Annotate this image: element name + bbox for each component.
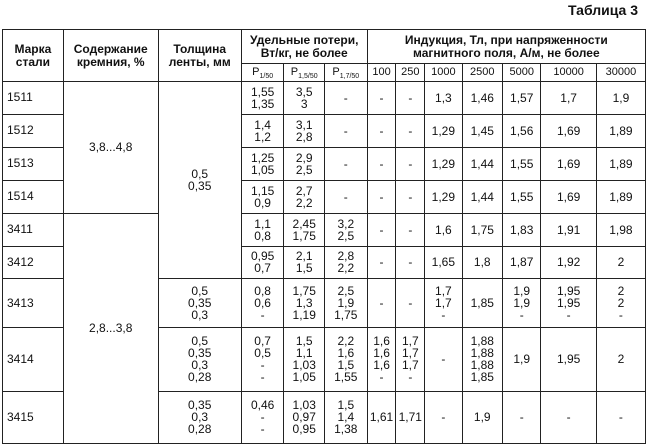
cell-line: 1,1 (254, 216, 271, 231)
grade-cell: 1514 (3, 180, 64, 213)
cell-line: 3 (300, 96, 308, 111)
cell-line: 1,3 (435, 90, 452, 105)
value-cell (503, 246, 541, 279)
value-cell (462, 147, 503, 180)
cell-line: - (441, 352, 446, 367)
cell-line: 1,5 (337, 398, 355, 413)
value-cell (241, 180, 284, 213)
cell-line: 1,91 (556, 222, 581, 237)
cell-line: - (408, 222, 413, 237)
cell-line: 2,8 (337, 249, 355, 264)
cell-line: - (408, 189, 413, 204)
value-cell (425, 180, 462, 213)
cell-line: 0,95 (292, 422, 316, 437)
value-cell (596, 279, 645, 327)
cell-line: 1,03 (292, 358, 316, 373)
cell-line: 1,71 (398, 410, 422, 425)
cell-line: 1,89 (609, 156, 633, 171)
value-cell (324, 391, 367, 443)
cell-line: 2 (617, 296, 625, 311)
cell-line: 1,29 (431, 156, 456, 171)
value-cell (241, 391, 284, 443)
cell-line: - (260, 422, 265, 437)
cell-line: - (379, 296, 384, 311)
value-cell (396, 327, 425, 391)
cell-line: 1,75 (292, 284, 316, 299)
cell-line: 0,97 (292, 410, 316, 425)
value-cell (541, 82, 596, 115)
grade-cell: 3415 (3, 391, 64, 443)
loss-subscript: 1/50 (259, 73, 274, 81)
cell-line: 2,1 (295, 249, 313, 264)
cell-line: 1,8 (473, 255, 491, 270)
value-cell (541, 279, 596, 327)
cell-line: 1,69 (556, 156, 581, 171)
value-cell (367, 391, 396, 443)
thickness-cell (158, 391, 241, 443)
cell-line: 1,9 (513, 296, 531, 311)
cell-line: - (343, 189, 348, 204)
cell-line: 1,88 (470, 334, 494, 349)
cell-line: 1,69 (556, 189, 581, 204)
cell-line: 1,6 (435, 222, 452, 237)
value-cell (596, 327, 645, 391)
cell-line: 1,29 (431, 123, 456, 138)
cell-line: - (441, 410, 446, 425)
value-cell (425, 147, 462, 180)
cell-line: 1,7 (401, 358, 419, 373)
cell-line: 1,38 (334, 422, 358, 437)
cell-line: 1,85 (470, 370, 494, 385)
value-cell (367, 180, 396, 213)
cell-line: 1,4 (254, 117, 271, 132)
table-caption: Таблица 3 (567, 2, 638, 18)
cell-line: 2,7 (295, 183, 313, 198)
value-cell (462, 391, 503, 443)
cell-line: 1,35 (250, 96, 275, 111)
value-cell (541, 213, 596, 246)
cell-line: - (343, 123, 348, 138)
cell-line: - (379, 222, 384, 237)
cell-line: - (260, 410, 265, 425)
cell-line: - (618, 410, 623, 425)
cell-line: 2,2 (337, 261, 355, 276)
cell-line: 1,9 (513, 284, 531, 299)
cell-line: - (260, 370, 265, 385)
value-cell (503, 114, 541, 147)
cell-line: 1,75 (470, 222, 494, 237)
cell-line: 1,89 (609, 123, 633, 138)
value-cell (503, 82, 541, 115)
cell-line: 1,9 (337, 296, 355, 311)
cell-line: 1,44 (470, 189, 494, 204)
cell-line: - (519, 308, 524, 323)
value-cell (367, 279, 396, 327)
header-field-0: 100 (367, 64, 396, 82)
cell-line: - (566, 308, 571, 323)
value-cell (396, 180, 425, 213)
cell-line: 1,55 (510, 189, 534, 204)
cell-line: 1,25 (250, 150, 275, 165)
value-cell (425, 114, 462, 147)
cell-line: 1,7 (401, 334, 419, 349)
value-cell (596, 180, 645, 213)
value-cell (284, 147, 325, 180)
cell-line: 0,28 (188, 370, 212, 385)
value-cell (367, 213, 396, 246)
cell-line: 0,8 (254, 228, 271, 243)
cell-line: - (408, 370, 413, 385)
value-cell (462, 82, 503, 115)
header-induction: Индукция, Тл, при напряженности магнитного поля, А/м, не более (367, 30, 645, 64)
value-cell (503, 391, 541, 443)
value-cell (284, 279, 325, 327)
cell-line: 1,69 (556, 123, 581, 138)
value-cell (425, 279, 462, 327)
cell-line: 1,05 (292, 370, 316, 385)
cell-line: 1,46 (470, 90, 494, 105)
grade-cell: 3414 (3, 327, 64, 391)
value-cell (425, 213, 462, 246)
cell-line: - (519, 410, 524, 425)
cell-line: 1,61 (369, 410, 394, 425)
loss-symbol: P (332, 66, 340, 78)
cell-line: 3,1 (295, 117, 313, 132)
value-cell (503, 279, 541, 327)
cell-line: - (441, 308, 446, 323)
value-cell (541, 180, 596, 213)
cell-line: 1,9 (473, 410, 491, 425)
value-cell (284, 246, 325, 279)
value-cell (503, 213, 541, 246)
cell-line: 0,5 (191, 334, 209, 349)
cell-line: 2 (617, 352, 625, 367)
value-cell (541, 147, 596, 180)
cell-line: 1,95 (556, 284, 581, 299)
cell-line: 1,3 (295, 296, 313, 311)
value-cell (241, 82, 284, 115)
cell-line: 0,5 (254, 346, 271, 361)
cell-line: 0,8 (254, 284, 271, 299)
cell-line: 1,7 (435, 284, 452, 299)
cell-line: 2,8...3,8 (89, 321, 133, 336)
cell-line: 2,8 (295, 129, 313, 144)
cell-line: - (379, 156, 384, 171)
cell-line: 3,2 (337, 216, 355, 231)
cell-line: 2,5 (337, 284, 355, 299)
value-cell (324, 82, 367, 115)
cell-line: 1,75 (334, 308, 358, 323)
header-field-2: 1000 (425, 64, 462, 82)
value-cell (284, 180, 325, 213)
value-cell (462, 114, 503, 147)
value-cell (324, 327, 367, 391)
cell-line: 1,92 (556, 255, 581, 270)
cell-line: 1,45 (470, 123, 494, 138)
value-cell (241, 327, 284, 391)
grade-cell: 3412 (3, 246, 64, 279)
header-field-5: 10000 (541, 64, 596, 82)
cell-line: 1,5 (295, 334, 313, 349)
cell-line: - (379, 90, 384, 105)
value-cell (241, 147, 284, 180)
value-cell (396, 82, 425, 115)
cell-line: 0,5 (191, 284, 209, 299)
cell-line: 3,8...4,8 (89, 140, 133, 155)
value-cell (284, 213, 325, 246)
cell-line: 2,9 (295, 150, 313, 165)
cell-line: 1,65 (431, 255, 456, 270)
cell-line: 1,19 (292, 308, 316, 323)
loss-symbol: P (290, 66, 299, 78)
value-cell (462, 246, 503, 279)
cell-line: 1,29 (431, 189, 456, 204)
cell-line: 1,6 (337, 346, 355, 361)
cell-line: - (408, 296, 413, 311)
value-cell (396, 147, 425, 180)
cell-line: 1,6 (373, 346, 390, 361)
header-field-1: 250 (396, 64, 425, 82)
cell-line: 2 (617, 255, 625, 270)
header-grade: Марка стали (3, 30, 64, 82)
cell-line: - (408, 255, 413, 270)
value-cell (396, 213, 425, 246)
cell-line: 2,2 (295, 195, 313, 210)
value-cell (462, 327, 503, 391)
cell-line: 0,9 (254, 195, 271, 210)
cell-line: - (343, 90, 348, 105)
header-field-6: 30000 (596, 64, 645, 82)
value-cell (596, 147, 645, 180)
value-cell (541, 327, 596, 391)
cell-line: 0,5 (191, 167, 209, 182)
cell-line: 0,46 (250, 398, 275, 413)
cell-line: 0,3 (191, 410, 209, 425)
value-cell (367, 82, 396, 115)
value-cell (596, 391, 645, 443)
cell-line: 1,6 (373, 334, 390, 349)
cell-line: 0,95 (250, 249, 275, 264)
cell-line: 3,5 (295, 84, 313, 99)
value-cell (367, 147, 396, 180)
grade-cell: 1511 (3, 82, 64, 115)
cell-line: 1,88 (470, 346, 494, 361)
cell-line: 2,5 (337, 228, 355, 243)
value-cell (324, 246, 367, 279)
cell-line: - (408, 123, 413, 138)
value-cell (503, 180, 541, 213)
cell-line: 2 (617, 284, 625, 299)
cell-line: 1,2 (254, 129, 271, 144)
cell-line: 0,3 (191, 358, 209, 373)
value-cell (367, 327, 396, 391)
cell-line: 2,5 (295, 162, 313, 177)
value-cell (367, 114, 396, 147)
value-cell (241, 114, 284, 147)
cell-line: 1,4 (337, 410, 355, 425)
cell-line: 1,95 (556, 352, 581, 367)
header-losses: Удельные потери, Вт/кг, не более (241, 30, 367, 64)
cell-line: - (408, 90, 413, 105)
cell-line: 1,5 (337, 358, 355, 373)
value-cell (596, 246, 645, 279)
value-cell (462, 213, 503, 246)
value-cell (367, 246, 396, 279)
cell-line: 2,45 (292, 216, 316, 231)
value-cell (284, 327, 325, 391)
value-cell (596, 82, 645, 115)
table-row (3, 82, 646, 115)
value-cell (425, 246, 462, 279)
cell-line: 1,7 (435, 296, 452, 311)
value-cell (324, 213, 367, 246)
value-cell (462, 180, 503, 213)
value-cell (541, 114, 596, 147)
cell-line: - (260, 358, 265, 373)
grade-cell: 1513 (3, 147, 64, 180)
cell-line: 1,75 (292, 228, 316, 243)
cell-line: - (379, 255, 384, 270)
cell-line: - (408, 156, 413, 171)
cell-line: 1,56 (510, 123, 534, 138)
thickness-cell (158, 279, 241, 327)
header-field-3: 2500 (462, 64, 503, 82)
value-cell (503, 147, 541, 180)
grade-cell: 3413 (3, 279, 64, 327)
cell-line: 0,7 (254, 261, 271, 276)
steel-properties-table (2, 29, 646, 444)
cell-line: 1,44 (470, 156, 494, 171)
cell-line: - (343, 156, 348, 171)
cell-line: 1,83 (510, 222, 534, 237)
value-cell (425, 391, 462, 443)
value-cell (425, 82, 462, 115)
loss-subscript: 1,5/50 (298, 73, 318, 81)
value-cell (596, 213, 645, 246)
value-cell (396, 246, 425, 279)
cell-line: 1,55 (510, 156, 534, 171)
cell-line: 0,7 (254, 334, 271, 349)
cell-line: 1,6 (373, 358, 390, 373)
cell-line: 1,55 (250, 84, 275, 99)
value-cell (324, 180, 367, 213)
thickness-cell (158, 327, 241, 391)
cell-line: 2,2 (337, 334, 355, 349)
cell-line: 1,98 (609, 222, 633, 237)
loss-symbol: P (252, 66, 260, 78)
cell-line: 1,9 (612, 90, 630, 105)
table-row (3, 213, 646, 246)
loss-subscript: 1,7/50 (339, 73, 360, 81)
value-cell (396, 391, 425, 443)
grade-cell: 3411 (3, 213, 64, 246)
cell-line: 1,95 (556, 296, 581, 311)
silicon-cell (63, 213, 158, 443)
cell-line: - (618, 308, 623, 323)
cell-line: 0,35 (188, 398, 212, 413)
value-cell (284, 391, 325, 443)
cell-line: 1,88 (470, 358, 494, 373)
value-cell (541, 246, 596, 279)
cell-line: 1,87 (510, 255, 534, 270)
cell-line: - (379, 123, 384, 138)
cell-line: 0,35 (188, 179, 212, 194)
cell-line: 1,1 (295, 346, 313, 361)
cell-line: 1,05 (250, 162, 275, 177)
silicon-cell (63, 82, 158, 214)
cell-line: 1,15 (250, 183, 275, 198)
value-cell (241, 213, 284, 246)
cell-line: 1,89 (609, 189, 633, 204)
cell-line: - (379, 189, 384, 204)
cell-line: - (566, 410, 571, 425)
header-silicon: Содержание кремния, % (63, 30, 158, 82)
value-cell (541, 391, 596, 443)
value-cell (284, 114, 325, 147)
value-cell (324, 147, 367, 180)
cell-line: 1,9 (513, 352, 531, 367)
value-cell (596, 114, 645, 147)
header-loss-p0 (241, 64, 284, 82)
cell-line: 1,7 (560, 90, 577, 105)
cell-line: 1,55 (334, 370, 358, 385)
cell-line: 1,57 (510, 90, 534, 105)
header-field-4: 5000 (503, 64, 541, 82)
grade-cell: 1512 (3, 114, 64, 147)
value-cell (241, 246, 284, 279)
value-cell (425, 327, 462, 391)
cell-line: 0,3 (191, 308, 209, 323)
header-loss-p2 (324, 64, 367, 82)
value-cell (503, 327, 541, 391)
value-cell (324, 114, 367, 147)
value-cell (396, 114, 425, 147)
value-cell (396, 279, 425, 327)
thickness-cell (158, 82, 241, 279)
cell-line: 0,35 (188, 296, 212, 311)
cell-line: 0,28 (188, 422, 212, 437)
value-cell (284, 82, 325, 115)
cell-line: 0,6 (254, 296, 271, 311)
value-cell (324, 279, 367, 327)
value-cell (462, 279, 503, 327)
cell-line: 0,35 (188, 346, 212, 361)
cell-line: 1,5 (295, 261, 313, 276)
value-cell (241, 279, 284, 327)
cell-line: - (260, 308, 265, 323)
cell-line: 1,03 (292, 398, 316, 413)
cell-line: 1,7 (401, 346, 419, 361)
header-loss-p1 (284, 64, 325, 82)
header-thickness: Толщина ленты, мм (158, 30, 241, 82)
cell-line: 1,85 (470, 296, 494, 311)
cell-line: - (379, 370, 384, 385)
